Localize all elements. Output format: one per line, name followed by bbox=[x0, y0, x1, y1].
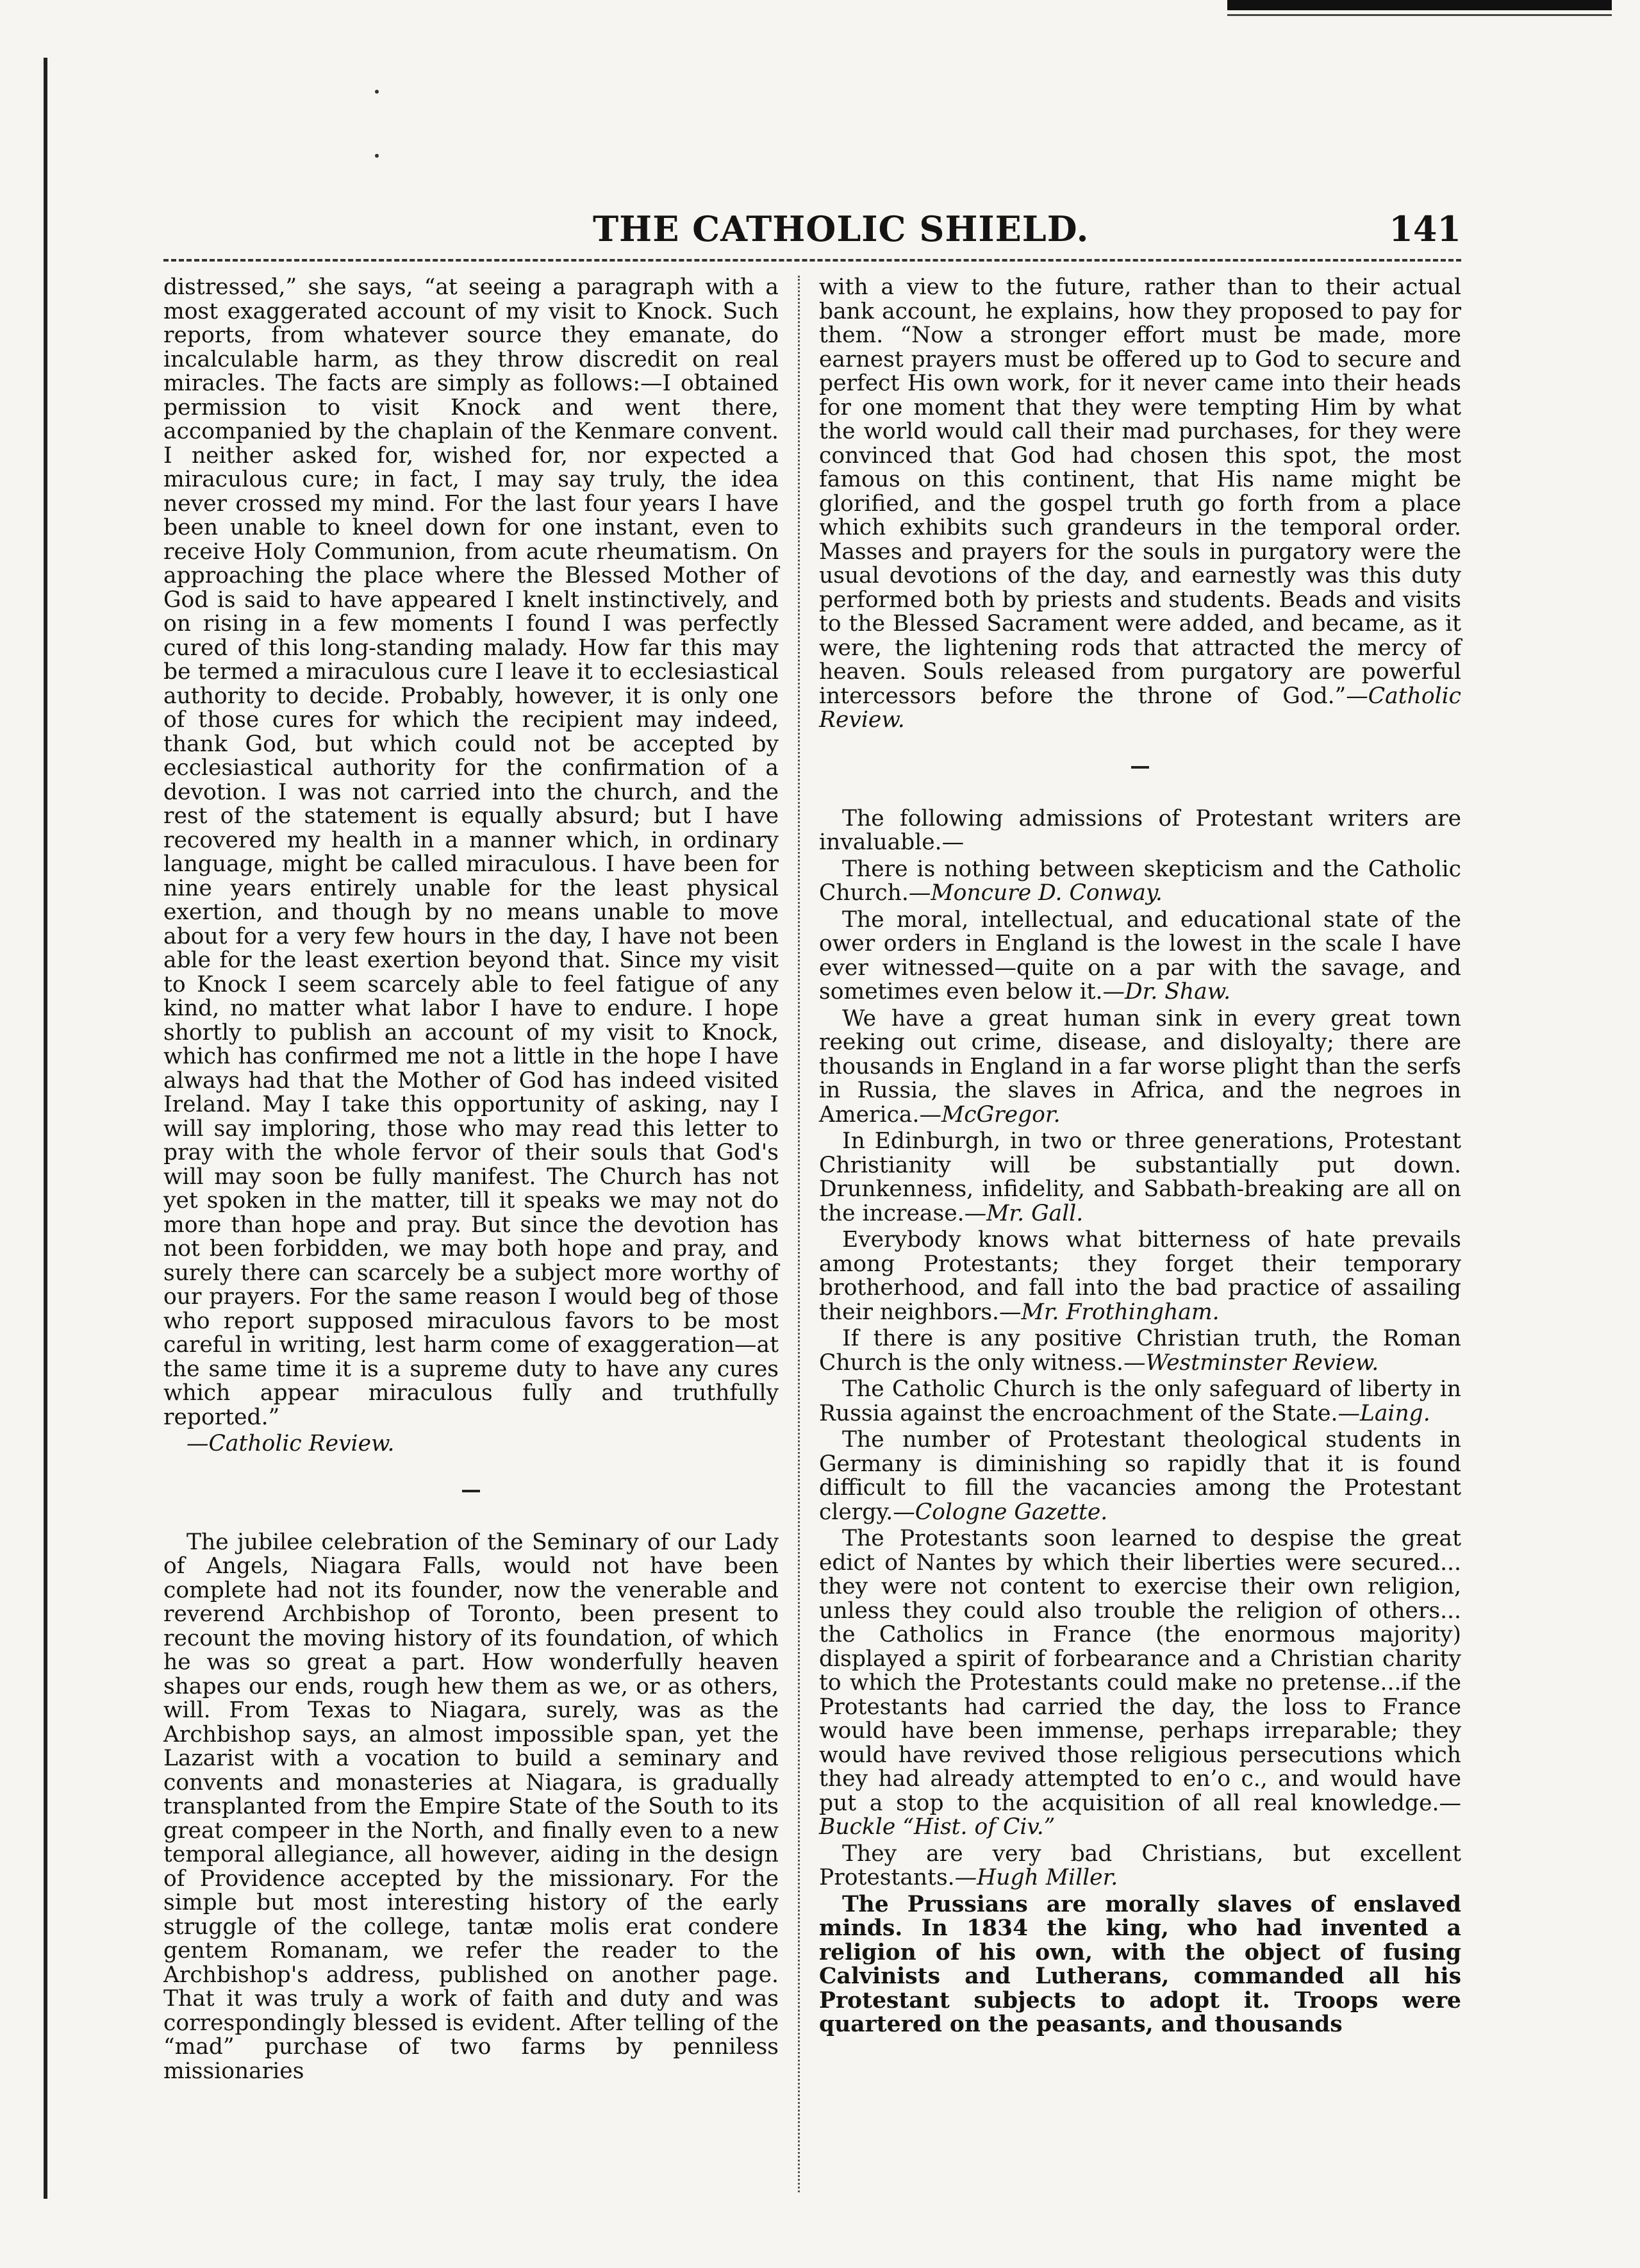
quote-text: We have a great human sink in every great town reeking out crime, disease, and disloyalty; there are thousands in England in a far worse plight than the serfs in Russia, the slaves in Africa, and the negroes in America. bbox=[819, 1005, 1461, 1128]
quote-text: The Catholic Church is the only safeguard of liberty in Russia against the encroachment of the State. bbox=[819, 1376, 1461, 1426]
quote-item bbox=[819, 1842, 1461, 1890]
quote-text: The Protestants soon learned to despise the great edict of Nantes by which their liberties were secured... they were not content to exercise their own religion, unless they could also trouble the religion of others... the Catholics in France (the enormous majority) displayed a spirit of forbearance and a Christian charity to which the Protestants could make no pretense...if the Protestants had carried the day, the loss to France would have been immense, perhaps irreparable; they would have revived those religious persecutions which they had already attempted to en’o c., and would have put a stop to the acquisition of all real knowledge. bbox=[819, 1526, 1461, 1816]
article-paragraph: distressed,” she says, “at seeing a paragraph with a most exaggerated account of my visit to Knock. Such reports, from whatever source they emanate, do incalculable harm, as they throw discredit on real miracles. The facts are simply as follows:—I obtained permission to visit Knock and went there, accompanied by the chaplain of the Kenmare convent. I neither asked for, wished for, nor expected a miraculous cure; in fact, I may say truly, the idea never crossed my mind. For the last four years I have been unable to kneel down for one instant, even to receive Holy Communion, from acute rheumatism. On approaching the place where the Blessed Mother of God is said to have appeared I knelt instinctively, and on rising in a few moments I found I was perfectly cured of this long-standing malady. How far this may be termed a miraculous cure I leave it to ecclesiastical authority to decide. Probably, however, it is only one of those cures for which the recipient may indeed, thank God, but which could not be accepted by ecclesiastical authority for the confirmation of a devotion. I was not carried into the church, and the rest of the statement is equally absurd; but I have recovered my health in a manner which, in ordinary language, might be called miraculous. I have been for nine years entirely unable for the least physical exertion, and though by no means unable to move about for a very few hours in the day, I have not been able for the least exertion beyond that. Since my visit to Knock I seem scarcely able to feel fatigue of any kind, no matter what labor I have to endure. I hope shortly to publish an account of my visit to Knock, which has confirmed me not a little in the hope I have always had that the Mother of God has indeed visited Ireland. May I take this opportunity of asking, nay I will say imploring, those who may read this letter to pray with the whole fervor of their souls that God's will may soon be fully manifest. The Church has not yet spoken in the matter, till it speaks we may not do more than hope and pray. But since the devotion has not been forbidden, we may both hope and pray, and surely there can scarcely be a subject more worthy of our prayers. For the same reason I would beg of those who report supposed miraculous favors to be most careful in writing, lest harm come of exaggeration—at the same time it is a supreme duty to have any cures which appear miraculous fully and truthfully reported.” bbox=[163, 274, 779, 1430]
quote-item bbox=[819, 1327, 1461, 1375]
quote-item bbox=[819, 1428, 1461, 1524]
top-edge-rule bbox=[1227, 0, 1612, 10]
quote-text: They are very bad Christians, but excellent Protestants. bbox=[819, 1840, 1461, 1890]
top-edge-rule-thin bbox=[1227, 14, 1612, 16]
quote-attribution: —Mr. Gall. bbox=[964, 1200, 1084, 1226]
quote-item bbox=[819, 1228, 1461, 1324]
quote-item bbox=[819, 1007, 1461, 1128]
quote-text: Everybody knows what bitterness of hate prevails among Protestants; they forget their temporary brotherhood, and fall into the bad practice of assailing their neighbors. bbox=[819, 1227, 1461, 1325]
quote-item bbox=[819, 1378, 1461, 1426]
quote-attribution: —Moncure D. Conway. bbox=[908, 880, 1163, 906]
quote-list bbox=[819, 858, 1461, 1890]
quote-item bbox=[819, 858, 1461, 906]
page-number: 141 bbox=[1389, 208, 1461, 249]
article-paragraph: with a view to the future, rather than to their actual bank account, he explains, how they proposed to pay for them. “Now a stronger effort must be made, more earnest prayers must be offered up to God to secure and perfect His own work, for it never came into their heads for one moment that they were tempting Him by what the world would call their mad purchases, for they were convinced that God had chosen this spot, the most famous on this continent, that His name might be glorified, and the gospel truth go forth from a place which exhibits such grandeurs in the temporal order. Masses and prayers for the souls in purgatory were the usual devotions of the day, and earnestly was this duty performed both by priests and students. Beads and visits to the Blessed Sacrament were added, and became, as it were, the lightening rods that attracted the mercy of heaven. Souls released from purgatory are powerful intercessors before the throne of God.”—Catholic Review. bbox=[819, 274, 1461, 733]
article-paragraph: The jubilee celebration of the Seminary of our Lady of Angels, Niagara Falls, would not have been complete had not its founder, now the venerable and reverend Archbishop of Toronto, been present to recount the moving history of its foundation, of which he was so great a part. How wonderfully heaven shapes our ends, rough hew them as we, or as others, will. From Texas to Niagara, surely, was as the Archbishop says, an almost impossible span, yet the Lazarist with a vocation to build a seminary and convents and monasteries at Niagara, is gradually transplanted from the Empire State of the South to its great compeer in the North, and finally even to a new temporal allegiance, all however, aiding in the design of Providence accepted by the missionary. For the simple but most interesting history of the early struggle of the college, tantæ molis erat condere gentem Romanam, we refer the reader to the Archbishop's address, published on another page. That it was truly a work of faith and duty and was correspondingly blessed is evident. After telling of the “mad” purchase of two farms by penniless missionaries bbox=[163, 1529, 779, 2084]
page-title: THE CATHOLIC SHIELD. bbox=[593, 208, 1089, 249]
page-margin-line bbox=[44, 58, 47, 2199]
quote-attribution: —McGregor. bbox=[919, 1101, 1061, 1128]
quote-attribution: —Laing. bbox=[1338, 1400, 1430, 1426]
quote-item bbox=[819, 1527, 1461, 1840]
attribution: —Catholic Review. bbox=[819, 683, 1461, 733]
quote-text: The number of Protestant theological students in Germany is diminishing so rapidly that it is found difficult to fill the vacancies among the Protestant clergy. bbox=[819, 1427, 1461, 1525]
quote-attribution: —Cologne Gazette. bbox=[893, 1499, 1108, 1525]
quote-attribution: —Mr. Frothingham. bbox=[999, 1299, 1220, 1325]
quote-text: If there is any positive Christian truth, the Roman Church is the only witness. bbox=[819, 1326, 1461, 1376]
article-paragraph: The Prussians are morally slaves of enslaved minds. In 1834 the king, who had invented a religion of his own, with the object of fusing Calvinists and Lutherans, commanded all his Protestant subjects to adopt it. Troops were quartered on the peasants, and thousands bbox=[819, 1891, 1461, 2037]
ink-fleck bbox=[375, 90, 379, 94]
quote-item bbox=[819, 1130, 1461, 1226]
right-column bbox=[819, 276, 1461, 2040]
quote-text: The moral, intellectual, and educational state of the ower orders in England is the lowest in the scale I have ever witnessed—quite on a par with the savage, and sometimes even below it. bbox=[819, 906, 1461, 1005]
section-separator bbox=[462, 1490, 480, 1492]
column-divider bbox=[798, 276, 800, 2192]
quote-attribution: —Dr. Shaw. bbox=[1102, 979, 1231, 1005]
section-separator bbox=[1131, 766, 1149, 769]
quote-item bbox=[819, 908, 1461, 1005]
ink-fleck bbox=[375, 154, 379, 158]
quote-attribution: —Hugh Miller. bbox=[954, 1865, 1118, 1890]
attribution: —Catholic Review. bbox=[186, 1431, 395, 1456]
quote-text: There is nothing between skepticism and the Catholic Church. bbox=[819, 856, 1461, 906]
quote-attribution: —Buckle “Hist. of Civ.” bbox=[819, 1790, 1461, 1840]
page-header bbox=[163, 208, 1461, 253]
quote-attribution: —Westminster Review. bbox=[1123, 1349, 1379, 1376]
header-rule bbox=[163, 259, 1461, 262]
left-column bbox=[163, 276, 779, 2086]
section-intro: The following admissions of Protestant writers are invaluable.— bbox=[819, 805, 1461, 855]
quote-text: In Edinburgh, in two or three generations, Protestant Christianity will be substantially put down. Drunkenness, infidelity, and Sabbath-breaking are all on the increase. bbox=[819, 1128, 1461, 1226]
